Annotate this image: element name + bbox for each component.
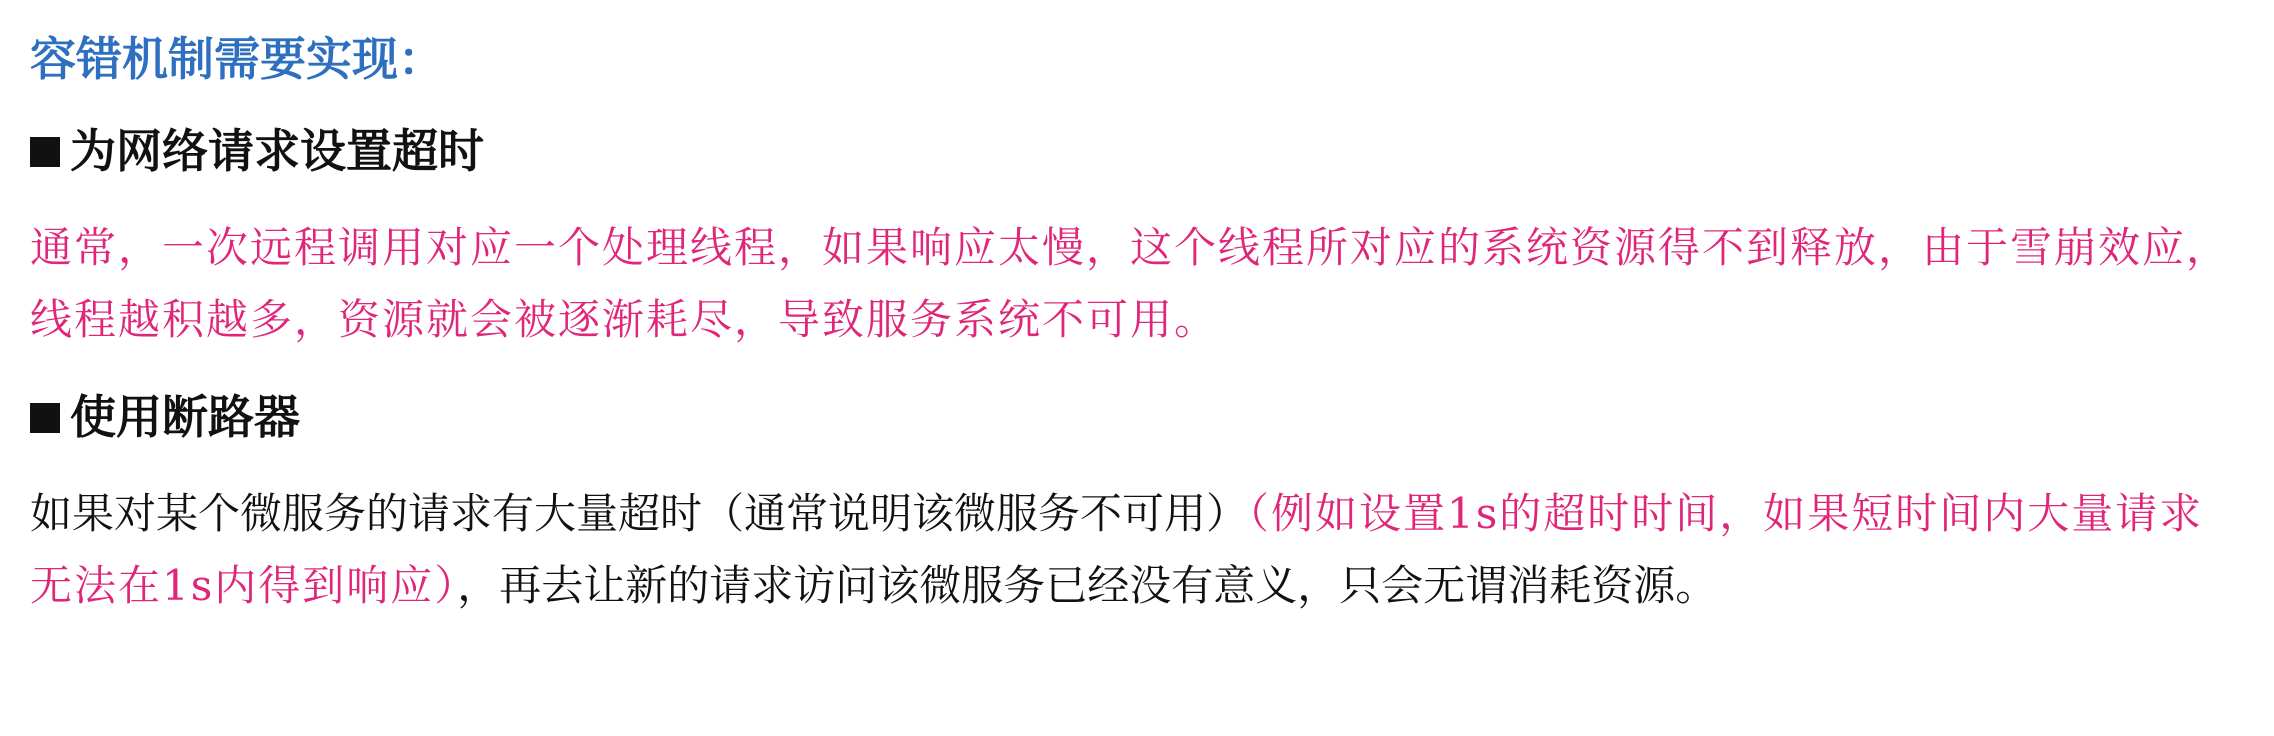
section-body-timeout: 通常，一次远程调用对应一个处理线程，如果响应太慢，这个线程所对应的系统资源得不到释放，由于雪崩效应，线程越积越多，资源就会被逐渐耗尽，导致服务系统不可用。 — [30, 223, 2231, 344]
body-text-part-1: 如果对某个微服务的请求有大量超时（通常说明该微服务不可用） — [30, 489, 1249, 538]
section-heading-circuit-breaker-label: 使用断路器 — [70, 390, 300, 444]
square-bullet-icon — [30, 403, 60, 433]
body-text-part-3: ，再去让新的请求访问该微服务已经没有意义，只会无谓消耗资源。 — [457, 561, 1718, 610]
section-heading-timeout-label: 为网络请求设置超时 — [70, 124, 484, 178]
section-heading-timeout — [30, 120, 484, 182]
square-bullet-icon — [30, 137, 60, 167]
body-text-example-highlight: （例如设置1s的超时时间，如果短时间内大量请求无法在1s内得到响应） — [30, 489, 2204, 610]
slide-page — [30, 0, 2244, 736]
section-heading-circuit-breaker — [30, 386, 300, 448]
page-title: 容错机制需要实现： — [30, 32, 444, 86]
section-body-circuit-breaker — [30, 478, 2244, 622]
